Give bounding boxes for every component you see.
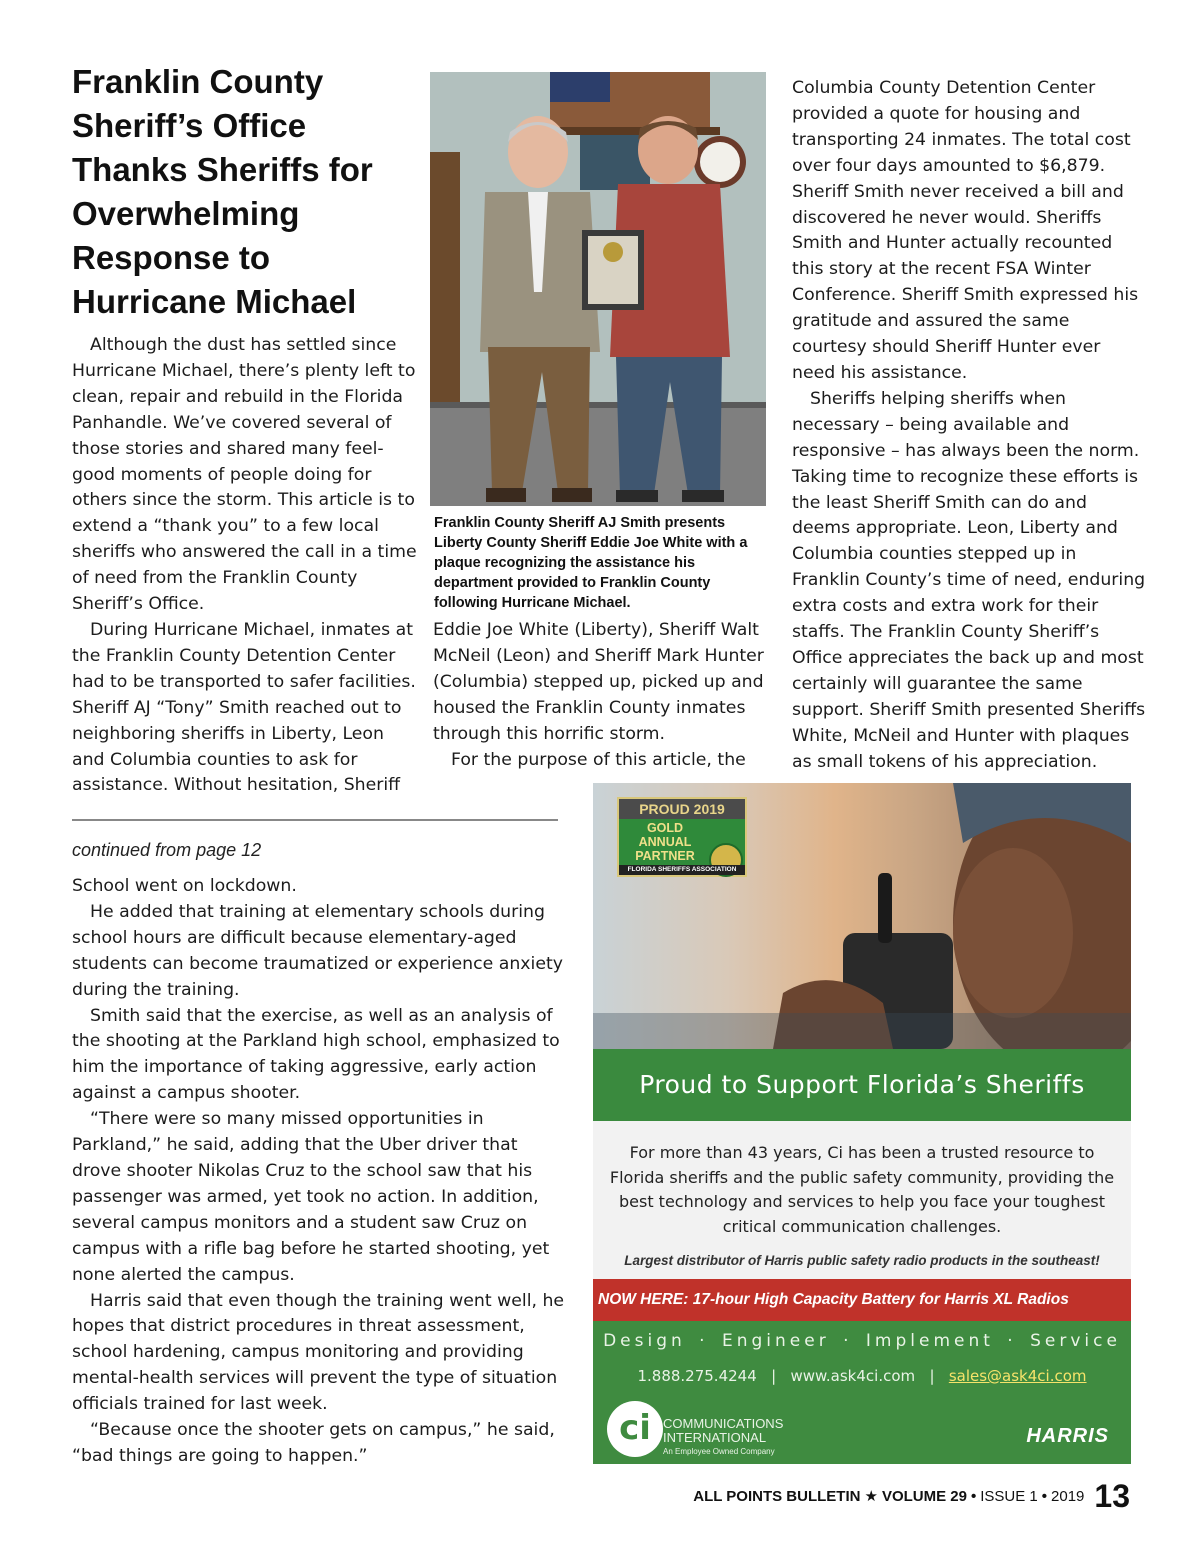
- badge-partner-text: GOLD ANNUAL PARTNER: [635, 821, 695, 863]
- ad-email-link[interactable]: sales@ask4ci.com: [948, 1367, 1087, 1385]
- paragraph: Sheriffs helping sheriffs when necessary – being available and responsive – has always been the norm. Taking time to recognize these efforts is the least Sheriff Smith can do and deems appropriate. Leon, Liberty and Columbia counties stepped up in Franklin County’s time of need, enduring extra costs and extra work for their staffs. The Franklin County Sheriff’s Office appreciates the back up and most certainly will guarantee the same support. Sheriff Smith presented Sheriffs White, McNeil and Hunter with plaques as small tokens of his appreciation.: [792, 388, 1146, 772]
- ci-logo-icon: ci: [607, 1401, 663, 1457]
- paragraph: “Because once the shooter gets on campus,” he said, “bad things are going to happen.”: [72, 1420, 555, 1466]
- paragraph: “There were so many missed opportunities in Parkland,” he said, adding that the Uber driver that drove shooter Nikolas Cruz to the school saw that his passenger was armed, yet took no action. In addition, several campus monitors and a student saw Cruz on campus with a rifle bag before he started shooting, yet none alerted the campus.: [72, 1109, 550, 1285]
- page-number: 13: [1094, 1477, 1130, 1514]
- harris-logo: HARRIS: [1026, 1425, 1109, 1447]
- ad-tagline: Largest distributor of Harris public safety radio products in the southeast!: [624, 1253, 1100, 1268]
- star-icon: ★: [864, 1488, 878, 1505]
- ad-website-link[interactable]: www.ask4ci.com: [790, 1367, 916, 1385]
- paragraph: He added that training at elementary schools during school hours are difficult because elementary-aged students can become traumatized or experience anxiety during the training.: [72, 901, 563, 1000]
- company-line-1: COMMUNICATIONS: [663, 1416, 784, 1431]
- article-column-3: [792, 76, 1147, 775]
- volume-label: VOLUME 29: [881, 1487, 967, 1505]
- publication-name: ALL POINTS BULLETIN: [693, 1487, 861, 1505]
- ad-body-panel: [593, 1121, 1131, 1279]
- badge-middle: [619, 819, 745, 865]
- ci-advertisement: [593, 783, 1131, 1464]
- paragraph: Smith said that the exercise, as well as an analysis of the shooting at the Parkland high school, emphasized to him the importance of taking aggressive, early action against a campus shooter.: [72, 1005, 560, 1104]
- article-headline: Franklin County Sheriff’s Office Thanks Sheriffs for Overwhelming Response to Hurricane Michael: [72, 63, 373, 320]
- company-line-2: INTERNATIONAL: [663, 1430, 767, 1445]
- bullet-icon: •: [970, 1487, 977, 1505]
- sheriffs-photo-illustration: [430, 72, 766, 506]
- bullet-icon: •: [1041, 1487, 1048, 1505]
- paragraph: Eddie Joe White (Liberty), Sheriff Walt McNeil (Leon) and Sheriff Mark Hunter (Columbia) stepped up, picked up and housed the Franklin County inmates through this horrific storm.: [433, 620, 764, 744]
- ad-battery-banner: NOW HERE: 17-hour High Capacity Battery for Harris XL Radios: [593, 1279, 1131, 1321]
- ad-contact-line: [593, 1367, 1131, 1385]
- sheriffs-photo: [430, 72, 766, 506]
- ad-contact-panel: [593, 1321, 1131, 1464]
- badge-association-text: FLORIDA SHERIFFS ASSOCIATION: [619, 865, 745, 875]
- paragraph: Although the dust has settled since Hurricane Michael, there’s plenty left to clean, repair and rebuild in the Florida Panhandle. We’ve covered several of those stories and shared many feel-good moments of people doing for others since the storm. This article is to extend a “thank you” to a few local sheriffs who answered the call in a time of need from the Franklin County Sheriff’s Office.: [72, 335, 417, 615]
- badge-proud-text: PROUD 2019: [619, 799, 745, 819]
- ad-body-text: For more than 43 years, Ci has been a trusted resource to Florida sheriffs and the public safety community, providing the best technology and services to help you face your toughest critical communication challenges.: [609, 1143, 1115, 1236]
- article-column-2: [433, 618, 771, 773]
- continued-article: [72, 874, 572, 1470]
- year-label: 2019: [1051, 1487, 1085, 1505]
- ad-services: Design · Engineer · Implement · Service: [603, 1331, 1121, 1351]
- ci-company-name: [663, 1417, 783, 1459]
- photo-caption: Franklin County Sheriff AJ Smith presents Liberty County Sheriff Eddie Joe White with a plaque recognizing the assistance his department provided to Franklin County following Hurricane Michael.: [434, 515, 748, 611]
- continued-label: continued from page 12: [72, 840, 262, 860]
- page-footer: [680, 1476, 1130, 1516]
- issue-label: ISSUE 1: [980, 1487, 1038, 1505]
- company-subtitle: An Employee Owned Company: [663, 1447, 775, 1456]
- section-divider: [72, 819, 558, 821]
- fsa-partner-badge: [617, 797, 747, 877]
- paragraph: Harris said that even though the training went well, he hopes that district procedures in threat assessment, school hardening, campus monitoring and providing mental-health services will prevent the type of situation officials trained for last week.: [72, 1290, 565, 1415]
- ad-banner: Proud to Support Florida’s Sheriffs: [593, 1049, 1131, 1121]
- paragraph: For the purpose of this article, the: [451, 749, 746, 770]
- paragraph: Columbia County Detention Center provided a quote for housing and transporting 24 inmates. The total cost over four days amounted to $6,879. Sheriff Smith never received a bill and discovered he never would. Sheriffs Smith and Hunter actually recounted this story at the recent FSA Winter Conference. Sheriff Smith expressed his gratitude and assured the same courtesy should Sheriff Hunter ever need his assistance.: [792, 78, 1139, 383]
- separator: |: [761, 1367, 786, 1385]
- article-column-1: [72, 333, 417, 799]
- ad-phone: 1.888.275.4244: [637, 1367, 757, 1385]
- ad-officer-photo: [593, 783, 1131, 1049]
- paragraph: School went on lockdown.: [72, 876, 297, 896]
- separator: |: [919, 1367, 945, 1385]
- paragraph: During Hurricane Michael, inmates at the Franklin County Detention Center had to be transported to safer facilities. Sheriff AJ “Tony” Smith reached out to neighboring sheriffs in Liberty, Leon and Columbia counties to ask for assistance. Without hesitation, Sheriff: [72, 619, 416, 796]
